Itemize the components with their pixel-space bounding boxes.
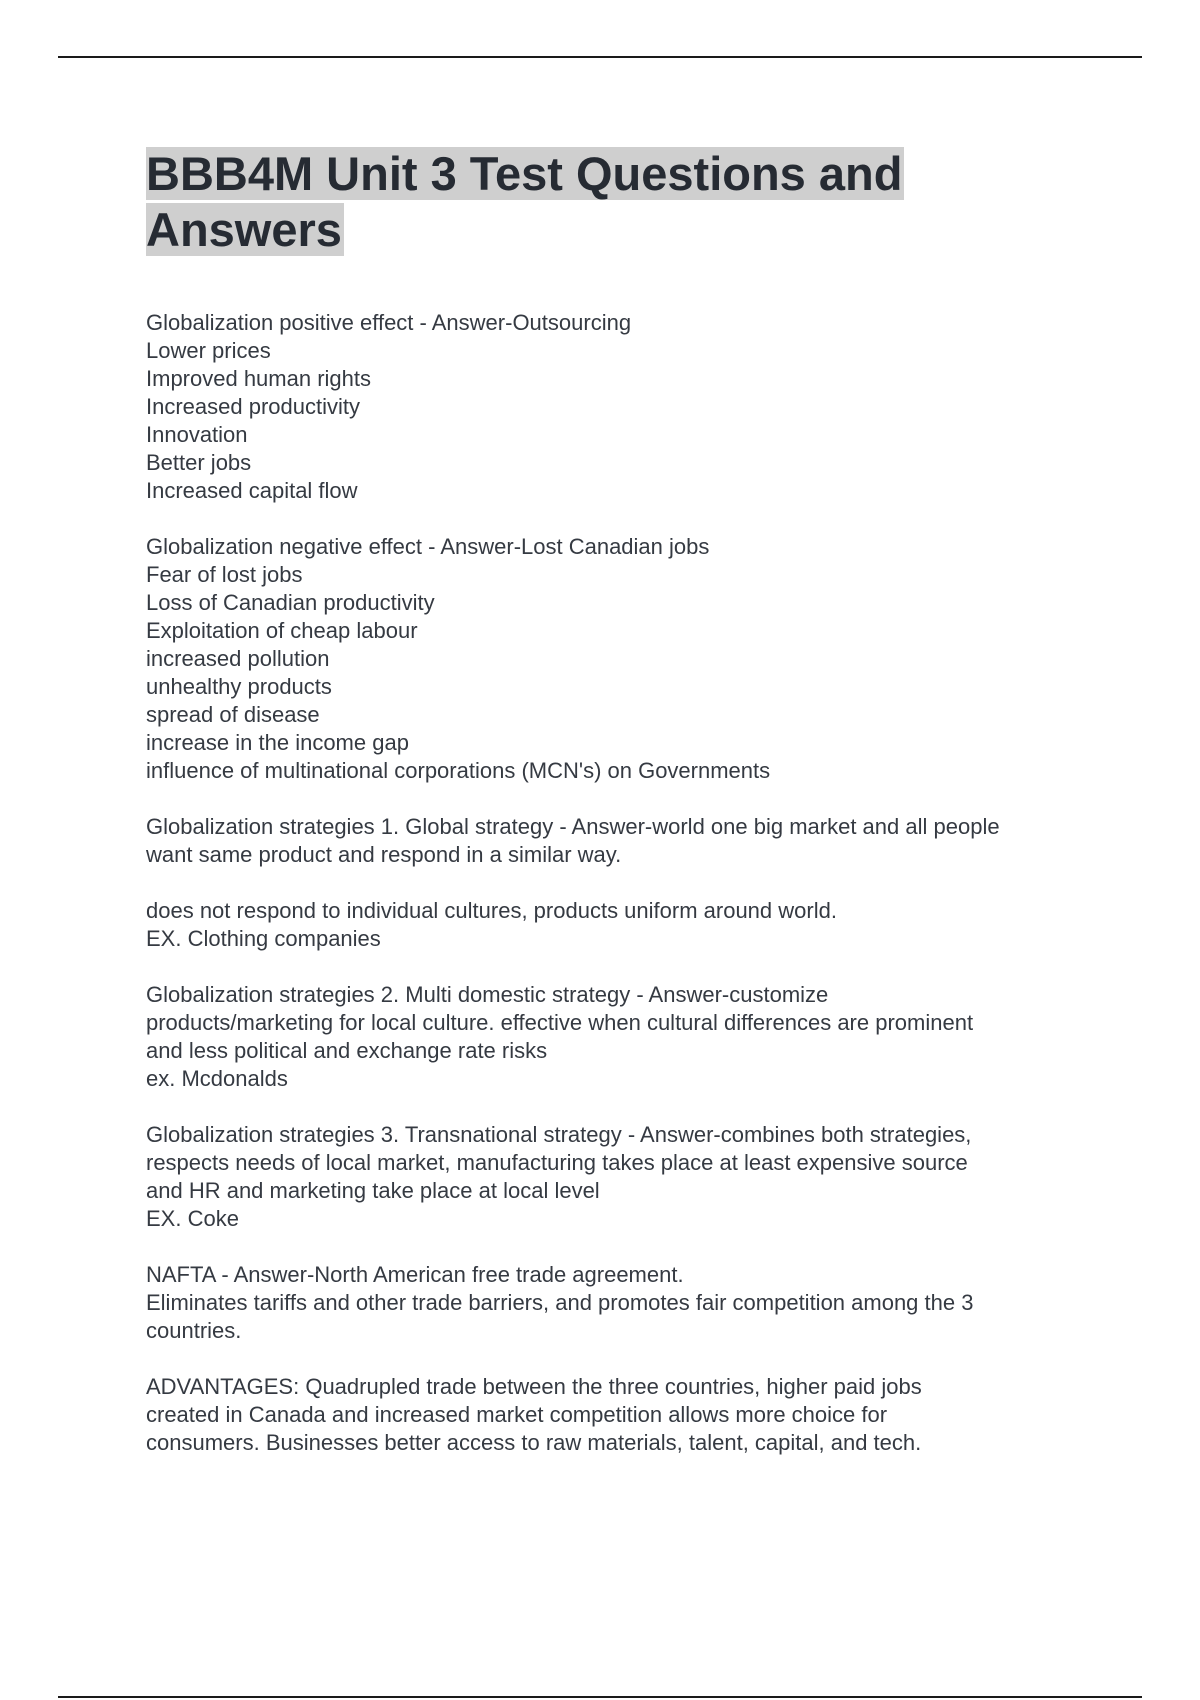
text-line: influence of multinational corporations (MCN's) on Governments — [146, 758, 771, 783]
text-line: Increased productivity — [146, 394, 360, 419]
bottom-rule — [58, 1696, 1142, 1698]
text-line: ADVANTAGES: Quadrupled trade between the three countries, higher paid jobs — [146, 1374, 922, 1399]
text-line: want same product and respond in a similar way. — [146, 842, 622, 867]
qa-block-global-strategy-detail — [146, 897, 1106, 953]
qa-block-global-strategy — [146, 813, 1106, 869]
text-line: EX. Clothing companies — [146, 926, 381, 951]
text-line: Better jobs — [146, 450, 252, 475]
text-line: and less political and exchange rate risks — [146, 1038, 548, 1063]
text-line: Globalization strategies 3. Transnational strategy - Answer-combines both strategies, — [146, 1122, 972, 1147]
text-line: Improved human rights — [146, 366, 371, 391]
text-line: Exploitation of cheap labour — [146, 618, 418, 643]
title-line-1: BBB4M Unit 3 Test Questions and — [146, 147, 903, 200]
text-line: Innovation — [146, 422, 248, 447]
text-line: Eliminates tariffs and other trade barriers, and promotes fair competition among the 3 — [146, 1290, 974, 1315]
text-line: countries. — [146, 1318, 242, 1343]
text-line: Globalization strategies 1. Global strategy - Answer-world one big market and all people — [146, 814, 1000, 839]
text-line: EX. Coke — [146, 1206, 239, 1231]
title-line-2: Answers — [146, 203, 342, 256]
qa-block-nafta-advantages — [146, 1373, 1106, 1457]
text-line: and HR and marketing take place at local level — [146, 1178, 600, 1203]
text-line: Increased capital flow — [146, 478, 358, 503]
qa-block-positive-effect — [146, 309, 1106, 505]
document-title — [146, 146, 1106, 258]
text-line: Globalization negative effect - Answer-Lost Canadian jobs — [146, 534, 710, 559]
text-line: consumers. Businesses better access to raw materials, talent, capital, and tech. — [146, 1430, 922, 1455]
text-line: respects needs of local market, manufacturing takes place at least expensive source — [146, 1150, 968, 1175]
text-line: products/marketing for local culture. effective when cultural differences are prominent — [146, 1010, 974, 1035]
qa-block-nafta — [146, 1261, 1106, 1345]
text-line: unhealthy products — [146, 674, 332, 699]
top-rule — [58, 56, 1142, 58]
document-body — [146, 146, 1106, 1485]
text-line: increased pollution — [146, 646, 330, 671]
text-line: ex. Mcdonalds — [146, 1066, 288, 1091]
text-line: Fear of lost jobs — [146, 562, 303, 587]
text-line: NAFTA - Answer-North American free trade agreement. — [146, 1262, 684, 1287]
qa-block-multi-domestic-strategy — [146, 981, 1106, 1093]
text-line: does not respond to individual cultures, products uniform around world. — [146, 898, 837, 923]
text-line: created in Canada and increased market competition allows more choice for — [146, 1402, 888, 1427]
text-line: Globalization positive effect - Answer-Outsourcing — [146, 310, 632, 335]
text-line: Loss of Canadian productivity — [146, 590, 435, 615]
text-line: Globalization strategies 2. Multi domestic strategy - Answer-customize — [146, 982, 829, 1007]
text-line: spread of disease — [146, 702, 320, 727]
text-line: increase in the income gap — [146, 730, 409, 755]
text-line: Lower prices — [146, 338, 271, 363]
qa-block-negative-effect — [146, 533, 1106, 785]
qa-block-transnational-strategy — [146, 1121, 1106, 1233]
